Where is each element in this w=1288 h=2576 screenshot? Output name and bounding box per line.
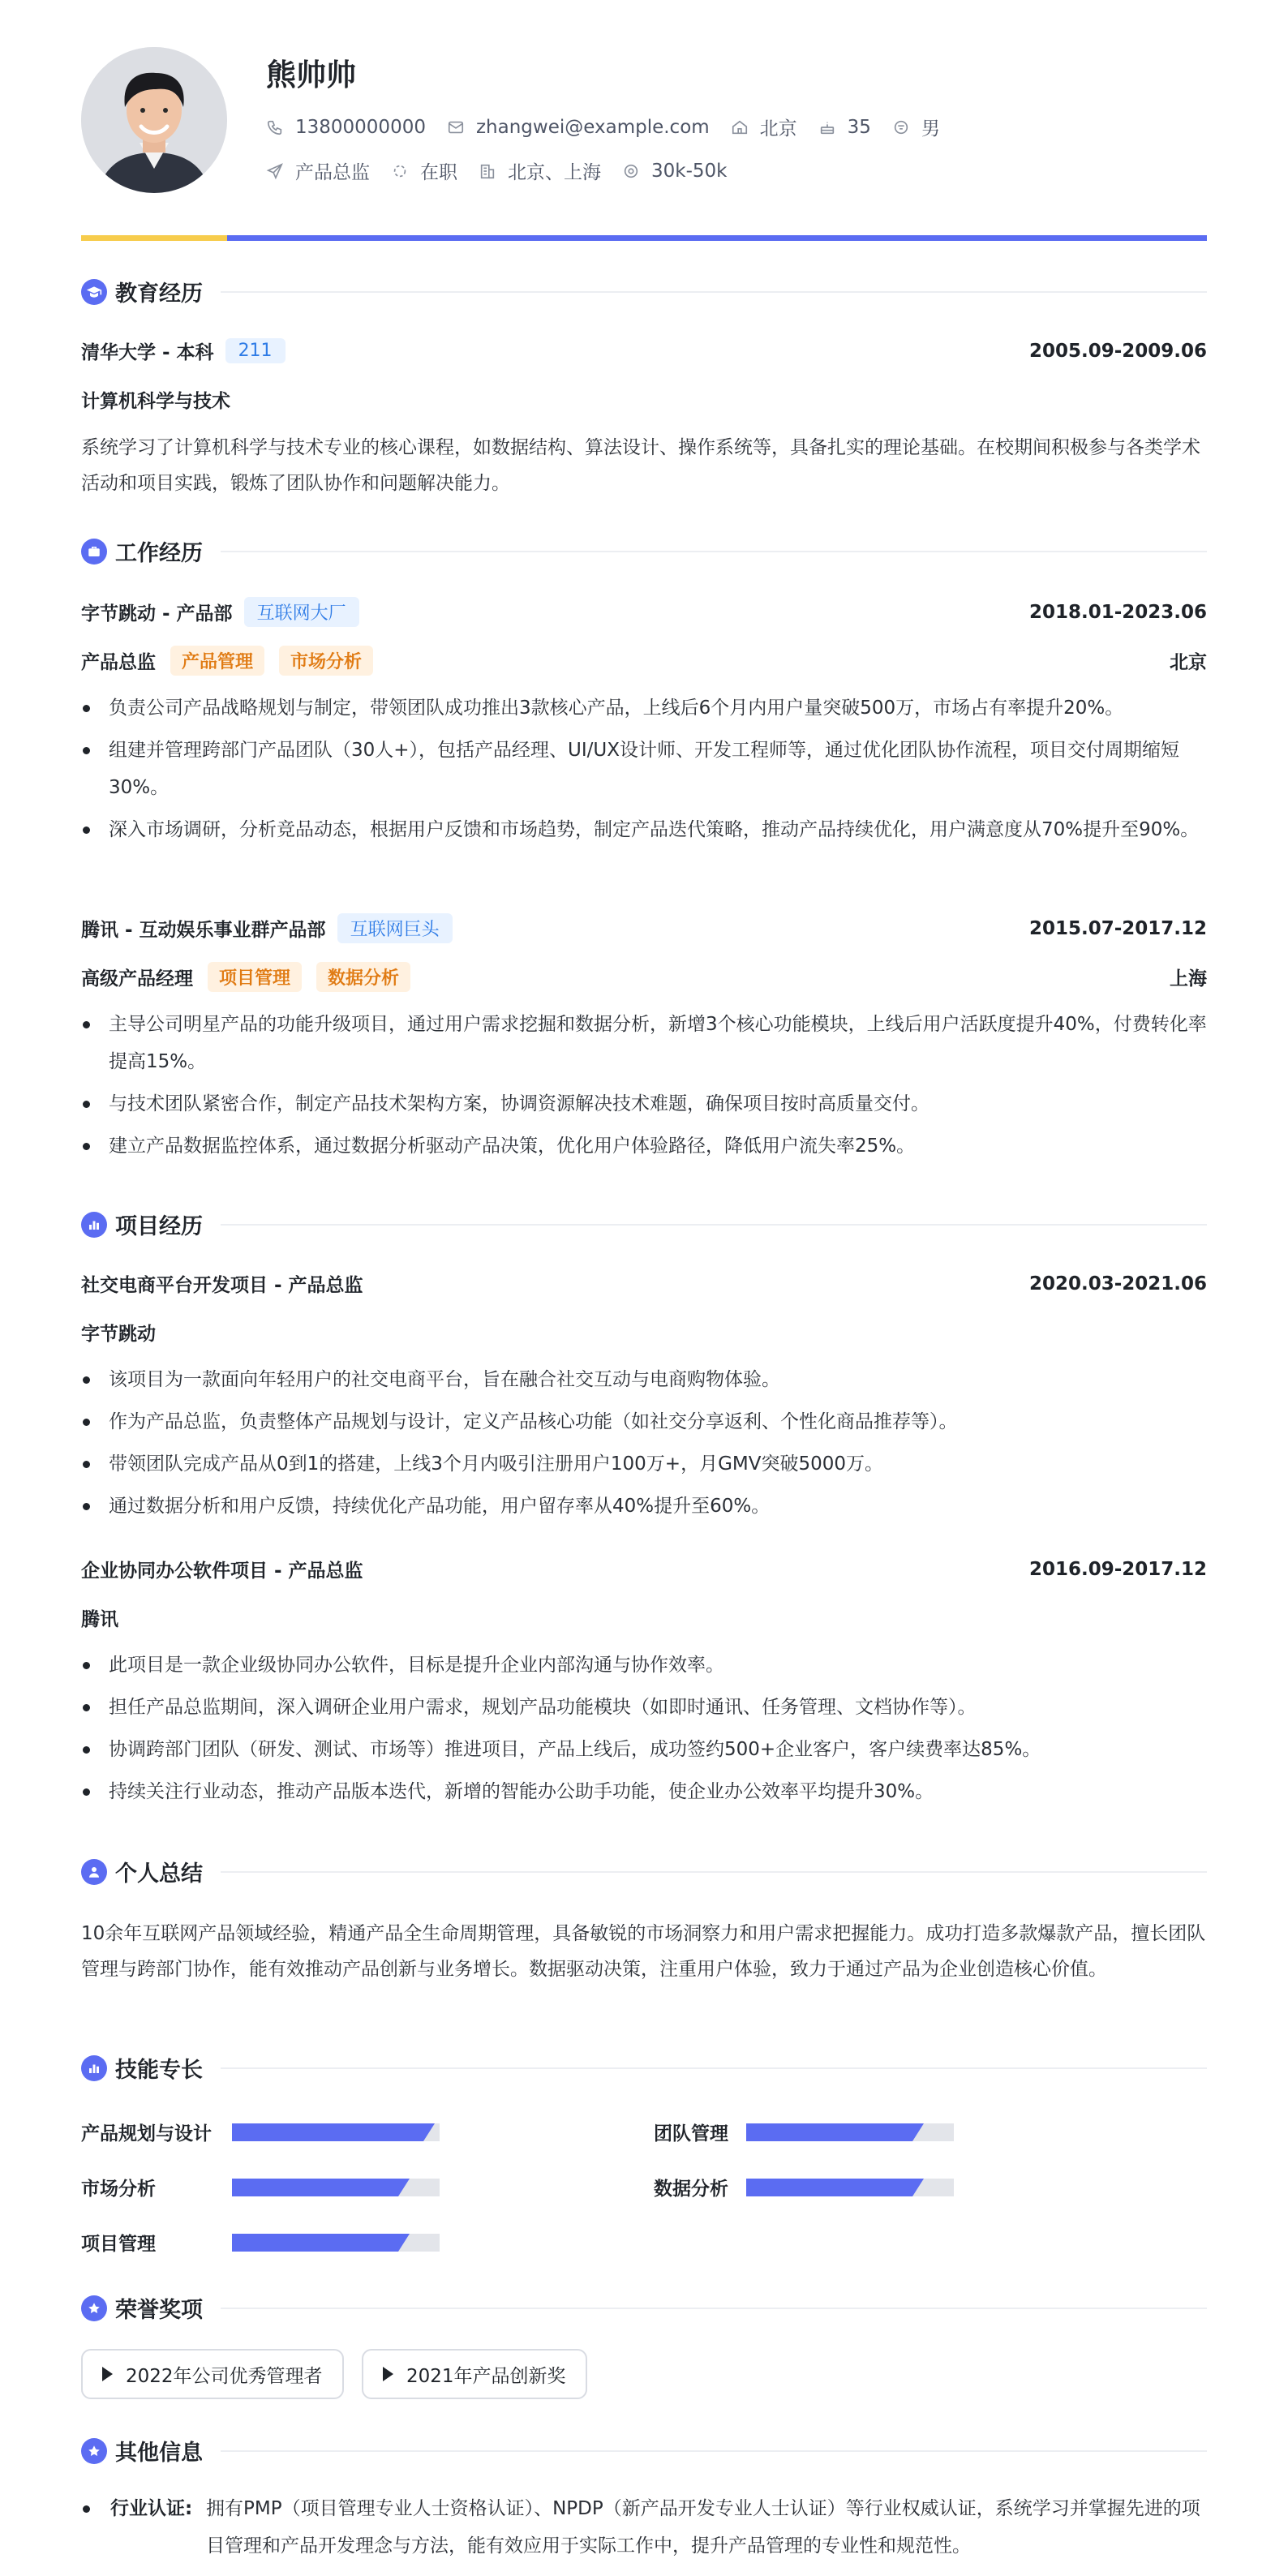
- header-accent-yellow: [81, 235, 227, 241]
- phone-item: [266, 117, 426, 138]
- email-address: zhangwei@example.com: [475, 116, 710, 138]
- project-name-role: 企业协同办公软件项目 - 产品总监: [81, 1561, 363, 1582]
- section-heading: 工作经历: [115, 541, 203, 566]
- work-1-header-row: [81, 597, 1207, 627]
- skill-bar: [232, 2123, 440, 2141]
- skill-row: [81, 2119, 440, 2145]
- list-item: 担任产品总监期间，深入调研企业用户需求，规划产品功能模块（如即时通讯、任务管理、文档协作等）。: [81, 1689, 1207, 1726]
- project-company: 字节跳动: [81, 1324, 156, 1345]
- work-1-role-row: [81, 646, 1207, 676]
- building-icon: [479, 162, 496, 180]
- play-icon: [383, 2367, 393, 2381]
- section-divider: [221, 2067, 1207, 2069]
- work-location: 上海: [1170, 968, 1207, 990]
- position-item: [266, 157, 370, 184]
- list-item: 此项目是一款企业级协同办公软件，目标是提升企业内部沟通与协作效率。: [81, 1646, 1207, 1684]
- skill-tag: 产品管理: [170, 646, 264, 676]
- skill-bar: [232, 2179, 440, 2196]
- skill-name: 团队管理: [654, 2123, 728, 2145]
- section-other-title: [81, 2435, 1207, 2467]
- bar-chart-icon: [81, 2055, 107, 2081]
- header-accent-bar: [81, 235, 1207, 241]
- project-name-role: 社交电商平台开发项目 - 产品总监: [81, 1275, 363, 1296]
- play-icon: [102, 2367, 113, 2381]
- job-status: 在职: [420, 162, 457, 183]
- briefcase-icon: [81, 539, 107, 565]
- section-divider: [221, 1871, 1207, 1873]
- company-dept: 腾讯 - 互动娱乐事业群产品部: [81, 920, 326, 941]
- list-item: 建立产品数据监控体系，通过数据分析驱动产品决策，优化用户体验路径，降低用户流失率25%。: [81, 1127, 1207, 1165]
- avatar: [81, 47, 227, 193]
- list-item: 持续关注行业动态，推动产品版本迭代，新增的智能办公助手功能，使企业办公效率平均提升30%。: [81, 1773, 1207, 1810]
- list-item: 与技术团队紧密合作，制定产品技术架构方案，协调资源解决技术难题，确保项目按时高质量交付。: [81, 1085, 1207, 1123]
- list-item: 该项目为一款面向年轻用户的社交电商平台，旨在融合社交互动与电商购物体验。: [81, 1361, 1207, 1398]
- cake-icon: [818, 118, 836, 136]
- user-icon: [81, 1859, 107, 1885]
- gender-icon: [892, 118, 910, 136]
- skill-row: [81, 2174, 440, 2200]
- section-skills-title: [81, 2052, 1207, 2084]
- other-info-text: 拥有PMP（项目管理专业人士资格认证）、NPDP（新产品开发专业人士认证）等行业权威认证，系统学习并掌握先进的项目管理和产品开发理念与方法，能有效应用于实际工作中，提升产品管理的专业性和规范性。: [206, 2498, 1200, 2557]
- skill-bar-fill: [232, 2234, 398, 2252]
- work-2-role-row: [81, 962, 1207, 992]
- skill-bar-fill: [232, 2123, 423, 2141]
- send-icon: [266, 162, 284, 180]
- other-info-item: [81, 2490, 1207, 2565]
- skill-name: 产品规划与设计: [81, 2123, 212, 2145]
- school-degree: 清华大学 - 本科: [81, 342, 214, 363]
- target-position: 产品总监: [295, 162, 370, 183]
- other-info-label: 行业认证:: [110, 2498, 193, 2519]
- status-item: [391, 157, 457, 184]
- graduation-cap-icon: [81, 279, 107, 305]
- skill-tag: 数据分析: [316, 962, 410, 992]
- job-title: 高级产品经理: [81, 968, 193, 990]
- section-summary-title: [81, 1856, 1207, 1887]
- candidate-name: 熊帅帅: [266, 58, 356, 92]
- school-tag: 211: [225, 338, 286, 363]
- section-divider: [221, 551, 1207, 552]
- target-city: 北京、上海: [508, 162, 601, 183]
- project-date: 2020.03-2021.06: [1028, 1273, 1207, 1294]
- award-label: 2022年公司优秀管理者: [126, 2365, 323, 2387]
- skill-name: 数据分析: [654, 2179, 728, 2200]
- list-item: 带领团队完成产品从0到1的搭建，上线3个月内吸引注册用户100万+，月GMV突破5000万。: [81, 1445, 1207, 1483]
- work-date: 2018.01-2023.06: [1028, 601, 1207, 623]
- bar-chart-icon: [81, 1212, 107, 1238]
- home-icon: [731, 118, 749, 136]
- company-dept: 字节跳动 - 产品部: [81, 603, 233, 625]
- section-divider: [221, 2308, 1207, 2309]
- award-chip: [81, 2349, 344, 2399]
- list-item: 通过数据分析和用户反馈，持续优化产品功能，用户留存率从40%提升至60%。: [81, 1488, 1207, 1525]
- section-heading: 技能专长: [115, 2058, 203, 2083]
- resume-header: [81, 47, 1207, 242]
- section-projects-title: [81, 1209, 1207, 1240]
- work-date: 2015.07-2017.12: [1028, 917, 1207, 939]
- skill-tag: 市场分析: [279, 646, 373, 676]
- section-divider: [221, 2450, 1207, 2452]
- salary-item: [622, 161, 727, 182]
- list-item: 负责公司产品战略规划与制定，带领团队成功推出3款核心产品，上线后6个月内用户量突破500万，市场占有率提升20%。: [81, 689, 1207, 727]
- award-label: 2021年产品创新奖: [406, 2365, 566, 2387]
- mail-icon: [447, 118, 465, 136]
- skill-bar: [746, 2123, 954, 2141]
- work-1-bullets: [81, 689, 1207, 853]
- skill-bar: [746, 2179, 954, 2196]
- skill-name: 项目管理: [81, 2234, 156, 2255]
- award-chip: [362, 2349, 587, 2399]
- city: 北京: [759, 118, 797, 140]
- section-work-title: [81, 535, 1207, 567]
- age: 35: [847, 116, 871, 138]
- job-title: 产品总监: [81, 652, 156, 673]
- target-city-item: [479, 157, 601, 184]
- section-heading: 项目经历: [115, 1214, 203, 1239]
- summary-text: 10余年互联网产品领域经验，精通产品全生命周期管理，具备敏锐的市场洞察力和用户需求把握能力。成功打造多款爆款产品，擅长团队管理与跨部门协作，能有效推动产品创新与业务增长。数据驱动决策，注重用户体验，致力于通过产品为企业创造核心价值。: [81, 1923, 1206, 1980]
- job-intent-row: [266, 157, 748, 184]
- section-heading: 教育经历: [115, 281, 203, 307]
- list-item: 协调跨部门团队（研发、测试、市场等）推进项目，产品上线后，成功签约500+企业客户，客户续费率达85%。: [81, 1731, 1207, 1768]
- phone-number: 13800000000: [295, 116, 426, 138]
- bullet-dot: [83, 2505, 90, 2513]
- skill-bar: [232, 2234, 440, 2252]
- skill-row: [654, 2119, 954, 2145]
- email-item: [447, 117, 710, 138]
- skill-bar-fill: [746, 2179, 912, 2196]
- skill-bar-fill: [746, 2123, 912, 2141]
- skill-row: [654, 2174, 954, 2200]
- skill-tag: 项目管理: [208, 962, 302, 992]
- section-heading: 荣誉奖项: [115, 2298, 203, 2323]
- salary-icon: [622, 162, 640, 180]
- gender-item: [892, 114, 940, 140]
- phone-icon: [266, 118, 284, 136]
- skill-name: 市场分析: [81, 2179, 156, 2200]
- gender: 男: [921, 118, 940, 140]
- award-icon: [81, 2295, 107, 2321]
- status-icon: [391, 162, 409, 180]
- skill-bar-fill: [232, 2179, 398, 2196]
- city-item: [731, 114, 797, 140]
- education-date: 2005.09-2009.06: [1028, 340, 1207, 362]
- project-2-bullets: [81, 1646, 1207, 1815]
- list-item: 作为产品总监，负责整体产品规划与设计，定义产品核心功能（如社交分享返利、个性化商品推荐等）。: [81, 1403, 1207, 1440]
- company-tag: 互联网巨头: [337, 913, 453, 943]
- award-icon: [81, 2438, 107, 2464]
- list-item: 组建并管理跨部门产品团队（30人+），包括产品经理、UI/UX设计师、开发工程师等，通过优化团队协作流程，项目交付周期缩短30%。: [81, 732, 1207, 806]
- section-education-title: [81, 276, 1207, 307]
- contact-row: [266, 114, 961, 140]
- section-divider: [221, 291, 1207, 293]
- skill-row: [81, 2229, 440, 2256]
- section-divider: [221, 1224, 1207, 1226]
- list-item: 深入市场调研，分析竞品动态，根据用户反馈和市场趋势，制定产品迭代策略，推动产品持续优化，用户满意度从70%提升至90%。: [81, 811, 1207, 848]
- major: 计算机科学与技术: [81, 391, 230, 412]
- salary-range: 30k-50k: [651, 160, 728, 182]
- project-2-header-row: [81, 1556, 1207, 1582]
- work-location: 北京: [1170, 652, 1207, 673]
- list-item: 主导公司明星产品的功能升级项目，通过用户需求挖掘和数据分析，新增3个核心功能模块，上线后用户活跃度提升40%，付费转化率提高15%。: [81, 1006, 1207, 1080]
- section-heading: 个人总结: [115, 1861, 203, 1887]
- company-tag: 互联网大厂: [244, 597, 359, 627]
- project-company: 腾讯: [81, 1609, 118, 1630]
- project-1-bullets: [81, 1361, 1207, 1530]
- work-2-bullets: [81, 1006, 1207, 1170]
- section-awards-title: [81, 2292, 1207, 2324]
- age-item: [818, 117, 871, 138]
- project-1-header-row: [81, 1270, 1207, 1297]
- education-header-row: [81, 337, 1207, 364]
- education-description: 系统学习了计算机科学与技术专业的核心课程，如数据结构、算法设计、操作系统等，具备扎实的理论基础。在校期间积极参与各类学术活动和项目实践，锻炼了团队协作和问题解决能力。: [81, 437, 1200, 494]
- project-date: 2016.09-2017.12: [1028, 1558, 1207, 1580]
- section-heading: 其他信息: [115, 2441, 203, 2466]
- work-2-header-row: [81, 913, 1207, 943]
